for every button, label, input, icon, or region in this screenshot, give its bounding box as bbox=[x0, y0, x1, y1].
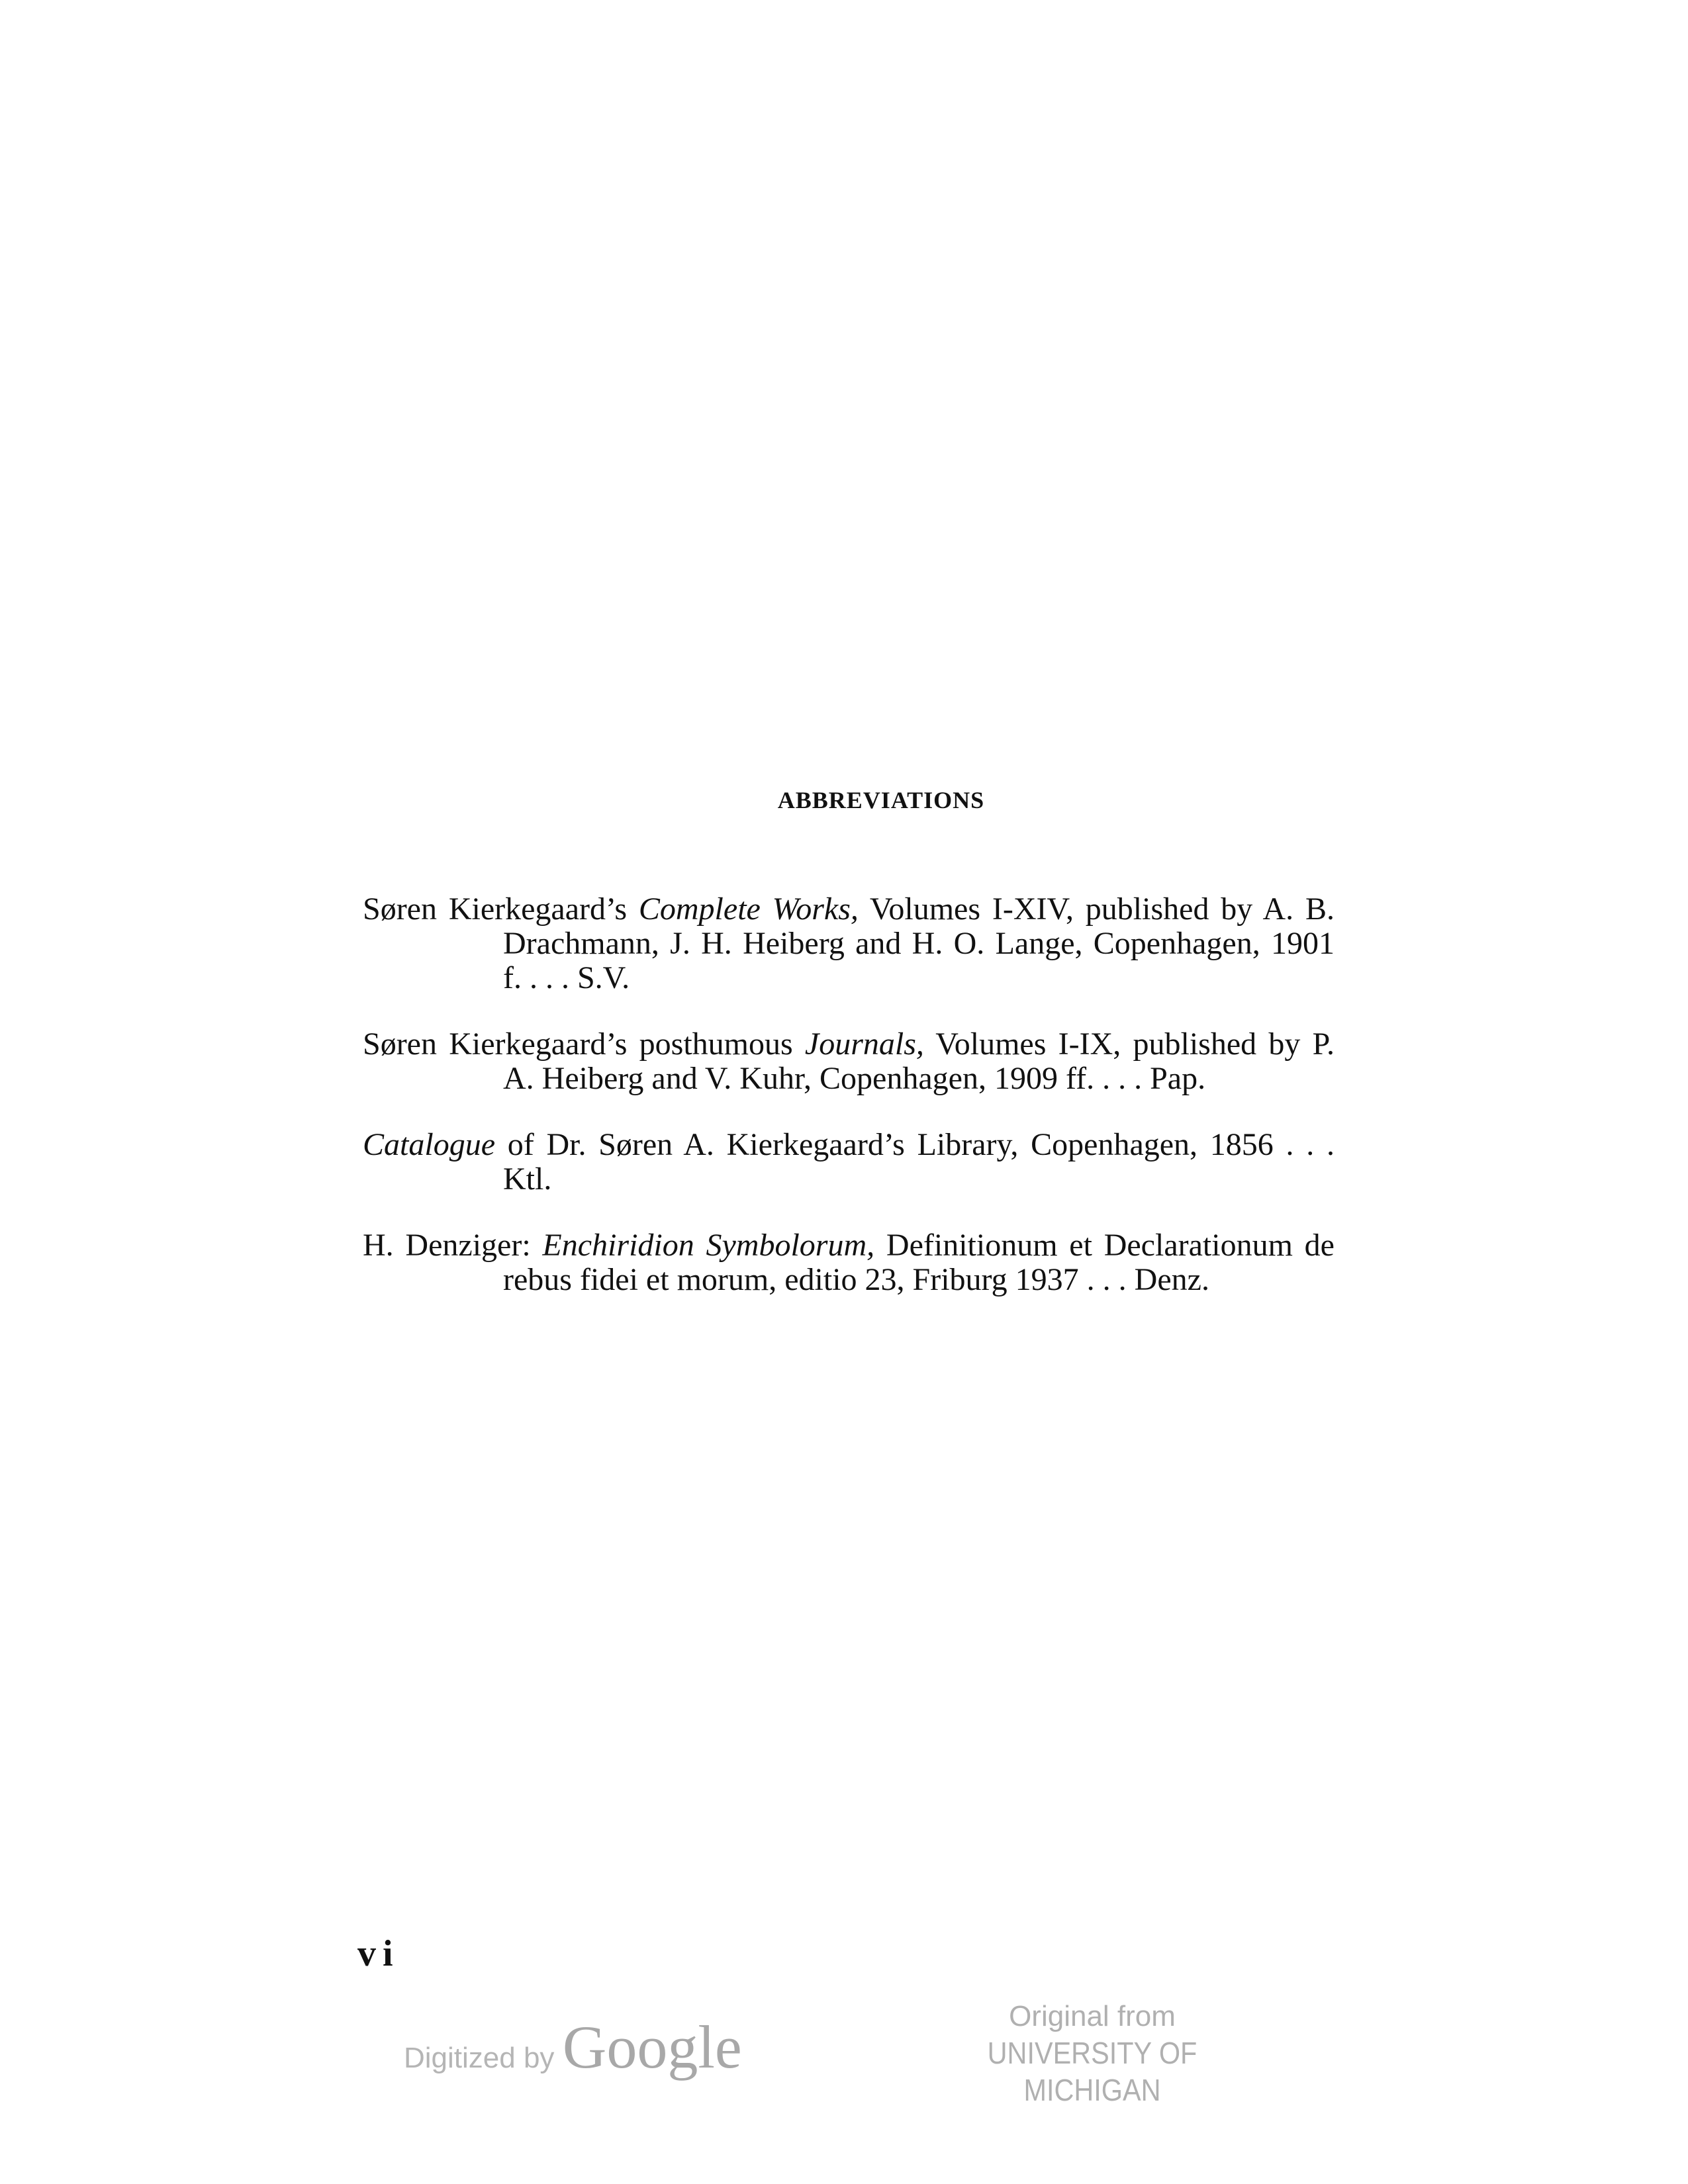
entry-title: Catalogue bbox=[363, 1127, 495, 1162]
page-heading: ABBREVIATIONS bbox=[777, 787, 985, 813]
abbreviation-entry bbox=[363, 892, 1335, 995]
institution-name: UNIVERSITY OF MICHIGAN bbox=[987, 2036, 1197, 2107]
original-from-watermark bbox=[900, 1999, 1284, 2109]
entry-text: of Dr. Søren A. Kierkegaard’s Library, Copenhagen, 1856 . . . bbox=[495, 1127, 1335, 1162]
entry-text: Volumes I-IX, published by P. A. Heiberg and V. Kuhr, Copenhagen, 1909 ff. . . . bbox=[503, 1026, 1335, 1096]
entry-text: H. Denziger: bbox=[363, 1228, 543, 1263]
abbreviation-entry bbox=[363, 1128, 1335, 1197]
entry-abbreviation: Pap. bbox=[1150, 1061, 1206, 1096]
entry-abbreviation: S.V. bbox=[577, 960, 630, 995]
entry-text: Søren Kierkegaard’s posthumous bbox=[363, 1026, 805, 1062]
abbreviations-list bbox=[363, 860, 1335, 1325]
entry-abbreviation: Denz. bbox=[1134, 1262, 1209, 1297]
google-logo: Google bbox=[562, 2013, 742, 2081]
abbreviation-entry bbox=[363, 1228, 1335, 1297]
entry-text: Volumes I-XIV, published by A. B. Drachmann, J. H. Heiberg and H. O. Lange, Copenhagen, 1901 f. . . . bbox=[503, 891, 1335, 995]
entry-title: Complete Works, bbox=[638, 891, 859, 927]
abbreviation-entry bbox=[363, 1027, 1335, 1096]
digitized-by-watermark bbox=[404, 2012, 742, 2082]
page-number: vi bbox=[357, 1933, 400, 1974]
entry-title: Journals, bbox=[804, 1026, 924, 1062]
original-from-text: Original from bbox=[1009, 2000, 1176, 2032]
entry-abbreviation: Ktl. bbox=[503, 1161, 552, 1197]
digitized-by-text: Digitized by bbox=[404, 2042, 555, 2074]
entry-text: Søren Kierkegaard’s bbox=[363, 891, 639, 927]
entry-title: Enchiridion Symbolorum, bbox=[542, 1228, 875, 1263]
entry-text: Definitionum et Declarationum de rebus fidei et morum, editio 23, Friburg 1937 . . . bbox=[503, 1228, 1335, 1297]
